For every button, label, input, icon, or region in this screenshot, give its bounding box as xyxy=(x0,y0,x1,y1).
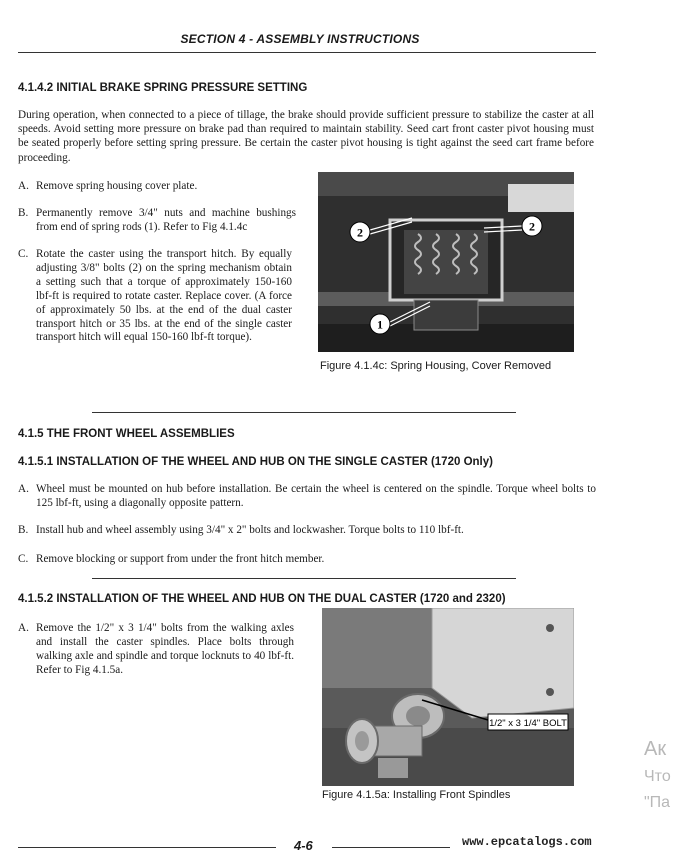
section-header: SECTION 4 - ASSEMBLY INSTRUCTIONS xyxy=(180,32,420,46)
callout-2-right xyxy=(522,216,542,236)
heading-4-1-4-2: 4.1.4.2 INITIAL BRAKE SPRING PRESSURE SETTING xyxy=(18,82,308,94)
footer-rule-right xyxy=(332,847,450,848)
heading-4-1-5-2: 4.1.5.2 INSTALLATION OF THE WHEEL AND HUB ON THE DUAL CASTER (1720 and 2320) xyxy=(18,593,506,605)
step-text: Permanently remove 3/4" nuts and machine bushings from end of spring rods (1). Refer to Fig 4.1.4c xyxy=(36,207,296,233)
spindle-illustration xyxy=(322,608,574,786)
heading-4-1-5: 4.1.5 THE FRONT WHEEL ASSEMBLIES xyxy=(18,428,235,440)
step-text: Install hub and wheel assembly using 3/4" x 2" bolts and lockwasher. Torque bolts to 110 lbf-ft. xyxy=(36,524,464,536)
step-c-remove-blocking xyxy=(18,553,596,569)
svg-text:2: 2 xyxy=(357,225,363,240)
callout-2-left xyxy=(350,222,370,242)
callout-1 xyxy=(370,314,390,334)
svg-text:1: 1 xyxy=(377,317,383,332)
step-letter: B. xyxy=(18,207,29,219)
step-a-remove-cover xyxy=(18,180,296,196)
step-text: Wheel must be mounted on hub before installation. Be certain the wheel is centered on the spindle. Torque wheel bolts to 125 lbf-ft, using a diagonally opposite pattern. xyxy=(36,483,596,509)
step-letter: C. xyxy=(18,553,29,565)
watermark-link[interactable]: www.epcatalogs.com xyxy=(462,835,592,849)
side-text-2: Что xyxy=(644,768,671,785)
step-letter: C. xyxy=(18,248,29,260)
side-text-3: "Па xyxy=(644,794,671,811)
header-rule xyxy=(18,52,596,53)
spring-housing-illustration xyxy=(318,172,574,352)
heading-4-1-5-1: 4.1.5.1 INSTALLATION OF THE WHEEL AND HUB ON THE SINGLE CASTER (1720 Only) xyxy=(18,456,493,468)
svg-text:2: 2 xyxy=(529,219,535,234)
step-a-install-spindles xyxy=(18,622,298,682)
bolt-label: 1/2" x 3 1/4" BOLT xyxy=(489,718,567,729)
intro-paragraph: During operation, when connected to a piece of tillage, the brake should provide sufficient pressure to stabilize the caster at all speeds. Avoid setting more pressure on brake pad than required to maintain stability. Seed cart front caster pivot housing must be seated properly before setting spring pressure. Be certain the caster pivot housing is tight against the seed cart frame before proceeding. xyxy=(18,109,594,164)
step-text: Remove the 1/2" x 3 1/4" bolts from the walking axles and install the caster spindles. Place bolts through walking axle and spindle and torque locknuts to 40 lbf-ft. Refer to Fig 4.1.5a. xyxy=(36,622,294,676)
section-divider xyxy=(92,578,516,579)
figure-caption-4-1-5a: Figure 4.1.5a: Installing Front Spindles xyxy=(322,789,511,801)
step-letter: B. xyxy=(18,524,29,536)
step-text: Rotate the caster using the transport hitch. By equally adjusting 3/8" bolts (2) on the spring mechanism obtain a setting such that a torque of approximately 150-160 lbf-ft is required to rotate caster. Replace cover. (A force of approximately 50 lbs. at the end of the dual caster transport hitch or 35 lbs. at the end of the single caster transport hitch will equal 150-160 lbf-ft torque). xyxy=(36,248,292,344)
step-text: Remove blocking or support from under the front hitch member. xyxy=(36,553,325,565)
figure-front-spindles-photo xyxy=(322,608,574,786)
figure-spring-housing-photo xyxy=(318,172,574,352)
step-letter: A. xyxy=(18,622,29,634)
step-letter: A. xyxy=(18,180,29,192)
section-divider xyxy=(92,412,516,413)
step-c-rotate-caster xyxy=(18,248,296,363)
step-b-install-hub xyxy=(18,524,596,540)
step-a-mount-wheel xyxy=(18,483,596,513)
footer-rule-left xyxy=(18,847,276,848)
side-text-1: Ак xyxy=(644,738,667,760)
figure-caption-4-1-4c: Figure 4.1.4c: Spring Housing, Cover Removed xyxy=(320,360,552,372)
step-letter: A. xyxy=(18,483,29,495)
step-text: Remove spring housing cover plate. xyxy=(36,180,198,192)
step-b-remove-nuts xyxy=(18,207,296,237)
page-number: 4-6 xyxy=(294,838,313,853)
